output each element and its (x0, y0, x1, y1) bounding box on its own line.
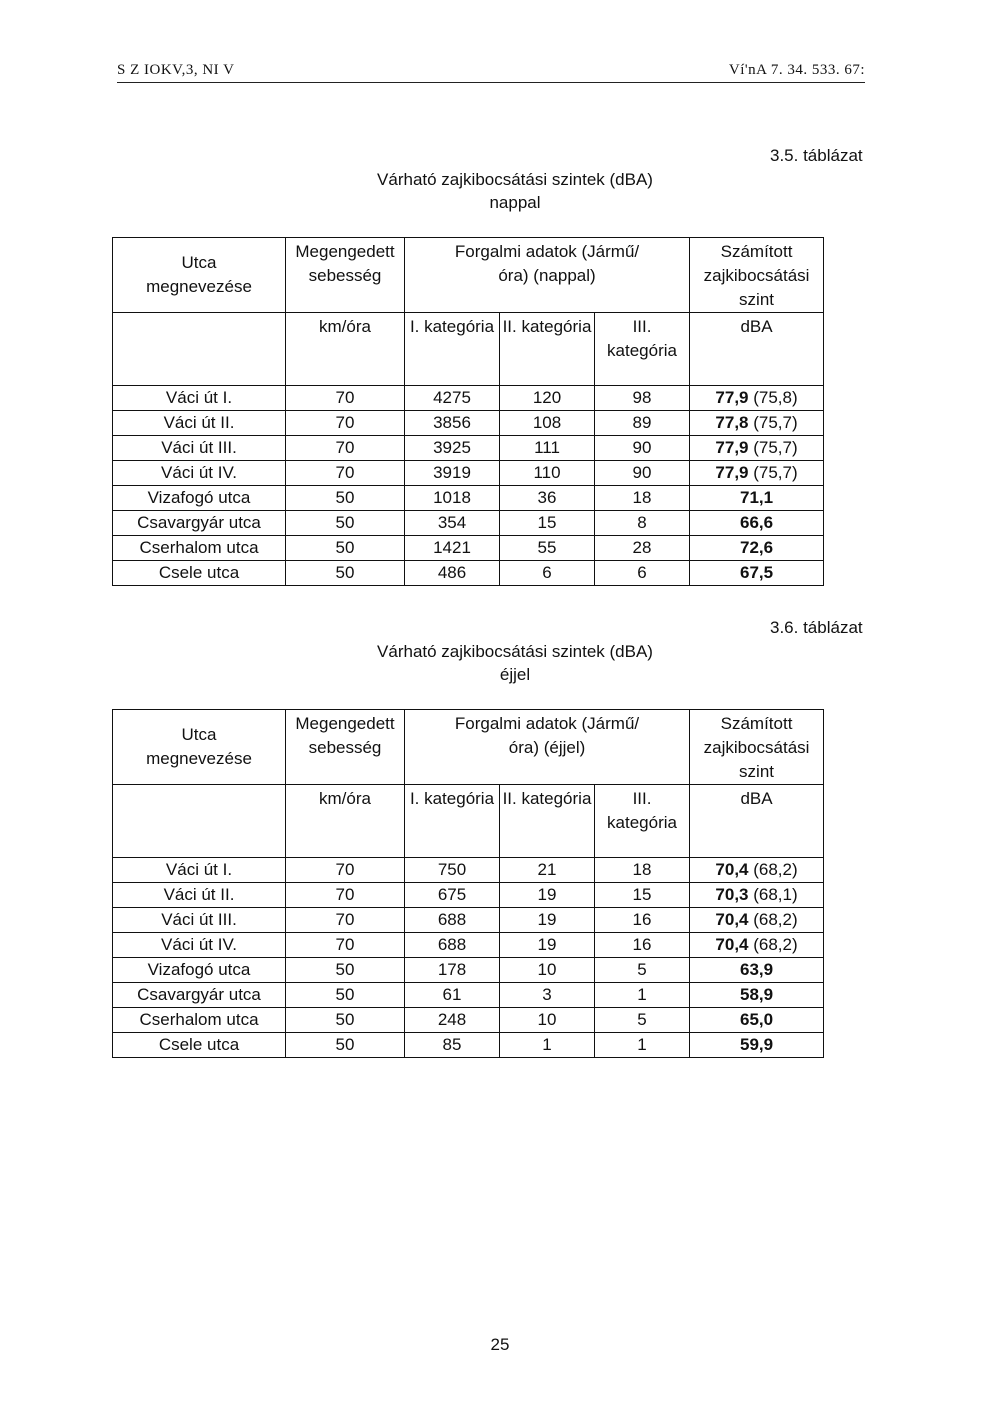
header-speed: Megengedett sebesség (286, 238, 405, 313)
table-row (113, 386, 824, 411)
header-street: Utca megnevezése (113, 710, 286, 785)
header-cat2: II. kategória (500, 785, 595, 858)
page-number: 25 (490, 1335, 510, 1354)
level-paren: (75,7) (753, 438, 798, 457)
cat1-value: 3856 (405, 411, 500, 436)
cat2-value: 10 (500, 1008, 595, 1033)
street-name: Váci út IV. (113, 461, 286, 486)
table-title (340, 640, 690, 686)
level-value: 70,4 (715, 860, 749, 879)
cat1-value: 1018 (405, 486, 500, 511)
header-level: Számított zajkibocsátási szint (690, 238, 824, 313)
cat3-value: 98 (595, 386, 690, 411)
header-traffic: Forgalmi adatok (Jármű/óra) (nappal) (405, 238, 690, 313)
cat1-value: 3925 (405, 436, 500, 461)
level-value: 77,8 (715, 413, 749, 432)
street-name: Váci út I. (113, 386, 286, 411)
level-cell (690, 883, 824, 908)
street-name: Vizafogó utca (113, 486, 286, 511)
level-cell (690, 1008, 824, 1033)
speed-value: 70 (286, 883, 405, 908)
cat3-value: 5 (595, 958, 690, 983)
cat1-value: 486 (405, 561, 500, 586)
table-label: 3.6. táblázat (770, 618, 863, 637)
table-row (113, 486, 824, 511)
speed-value: 70 (286, 858, 405, 883)
cat2-value: 55 (500, 536, 595, 561)
header-empty (113, 785, 286, 858)
level-value: 71,1 (739, 488, 774, 507)
cat1-value: 354 (405, 511, 500, 536)
table-row (113, 461, 824, 486)
street-name: Cserhalom utca (113, 1008, 286, 1033)
table-title-line2: éjjel (499, 665, 531, 684)
cat2-value: 21 (500, 858, 595, 883)
speed-value: 70 (286, 461, 405, 486)
street-name: Csavargyár utca (113, 511, 286, 536)
cat2-value: 120 (500, 386, 595, 411)
cat2-value: 19 (500, 883, 595, 908)
speed-value: 50 (286, 511, 405, 536)
cat2-value: 10 (500, 958, 595, 983)
cat1-value: 248 (405, 1008, 500, 1033)
noise-table-night (112, 709, 824, 1058)
speed-value: 50 (286, 1033, 405, 1058)
street-name: Vizafogó utca (113, 958, 286, 983)
cat3-value: 6 (595, 561, 690, 586)
header-left-text: S Z IOKV,3, NI V (117, 62, 235, 78)
header-cat1: I. kategória (405, 313, 500, 386)
cat2-value: 19 (500, 933, 595, 958)
level-paren: (75,7) (753, 463, 798, 482)
cat2-value: 36 (500, 486, 595, 511)
cat3-value: 90 (595, 461, 690, 486)
level-cell (690, 983, 824, 1008)
level-paren: (68,2) (753, 935, 798, 954)
cat2-value: 1 (500, 1033, 595, 1058)
cat3-value: 90 (595, 436, 690, 461)
header-cat3: III. kategória (595, 785, 690, 858)
cat3-value: 15 (595, 883, 690, 908)
level-cell (690, 536, 824, 561)
level-value: 70,4 (715, 935, 749, 954)
table-row (113, 561, 824, 586)
speed-value: 50 (286, 536, 405, 561)
header-right-text: Ví'nA 7. 34. 533. 67: (728, 62, 865, 78)
cat1-value: 1421 (405, 536, 500, 561)
header-speed-unit: km/óra (286, 785, 405, 858)
level-paren: (68,2) (753, 860, 798, 879)
page-header (117, 62, 865, 83)
level-value: 77,9 (715, 463, 749, 482)
speed-value: 50 (286, 1008, 405, 1033)
level-cell (690, 411, 824, 436)
table-title-line1: Várható zajkibocsátási szintek (dBA) (377, 170, 653, 189)
street-name: Váci út I. (113, 858, 286, 883)
cat2-value: 110 (500, 461, 595, 486)
header-level: Számított zajkibocsátási szint (690, 710, 824, 785)
table-row (113, 411, 824, 436)
table-row (113, 908, 824, 933)
street-name: Váci út II. (113, 411, 286, 436)
level-cell (690, 436, 824, 461)
table-row (113, 983, 824, 1008)
street-name: Váci út III. (113, 436, 286, 461)
level-paren: (68,1) (753, 885, 798, 904)
street-name: Váci út IV. (113, 933, 286, 958)
cat3-value: 16 (595, 908, 690, 933)
header-cat3: III. kategória (595, 313, 690, 386)
table-title-line2: nappal (489, 193, 541, 212)
level-paren: (75,8) (753, 388, 798, 407)
level-value: 65,0 (739, 1010, 774, 1029)
level-value: 67,5 (739, 563, 774, 582)
cat3-value: 5 (595, 1008, 690, 1033)
street-name: Váci út III. (113, 908, 286, 933)
table-row (113, 1033, 824, 1058)
cat1-value: 178 (405, 958, 500, 983)
level-value: 70,3 (715, 885, 749, 904)
table-label: 3.5. táblázat (770, 146, 863, 165)
cat3-value: 16 (595, 933, 690, 958)
speed-value: 50 (286, 561, 405, 586)
cat2-value: 6 (500, 561, 595, 586)
cat1-value: 61 (405, 983, 500, 1008)
level-cell (690, 461, 824, 486)
table-row (113, 933, 824, 958)
cat1-value: 750 (405, 858, 500, 883)
level-value: 59,9 (739, 1035, 774, 1054)
table-title-line1: Várható zajkibocsátási szintek (dBA) (377, 642, 653, 661)
level-paren: (75,7) (753, 413, 798, 432)
cat3-value: 8 (595, 511, 690, 536)
level-cell (690, 486, 824, 511)
speed-value: 70 (286, 411, 405, 436)
level-value: 70,4 (715, 910, 749, 929)
header-speed-unit: km/óra (286, 313, 405, 386)
level-cell (690, 1033, 824, 1058)
table-row (113, 858, 824, 883)
speed-value: 50 (286, 958, 405, 983)
level-cell (690, 561, 824, 586)
level-cell (690, 933, 824, 958)
level-cell (690, 386, 824, 411)
table-row (113, 536, 824, 561)
level-cell (690, 908, 824, 933)
table-row (113, 883, 824, 908)
level-value: 77,9 (715, 438, 749, 457)
street-name: Cserhalom utca (113, 536, 286, 561)
header-cat1: I. kategória (405, 785, 500, 858)
level-value: 58,9 (739, 985, 774, 1004)
street-name: Csele utca (113, 1033, 286, 1058)
cat1-value: 4275 (405, 386, 500, 411)
cat1-value: 85 (405, 1033, 500, 1058)
cat3-value: 1 (595, 983, 690, 1008)
cat1-value: 675 (405, 883, 500, 908)
cat3-value: 28 (595, 536, 690, 561)
table-row (113, 436, 824, 461)
header-speed: Megengedett sebesség (286, 710, 405, 785)
cat2-value: 15 (500, 511, 595, 536)
cat1-value: 688 (405, 933, 500, 958)
speed-value: 50 (286, 486, 405, 511)
cat3-value: 18 (595, 858, 690, 883)
cat3-value: 1 (595, 1033, 690, 1058)
cat3-value: 18 (595, 486, 690, 511)
header-street: Utca megnevezése (113, 238, 286, 313)
level-cell (690, 511, 824, 536)
header-traffic: Forgalmi adatok (Jármű/óra) (éjjel) (405, 710, 690, 785)
cat2-value: 111 (500, 436, 595, 461)
level-paren: (68,2) (753, 910, 798, 929)
cat2-value: 108 (500, 411, 595, 436)
cat1-value: 688 (405, 908, 500, 933)
table-title (340, 168, 690, 214)
header-level-unit: dBA (690, 313, 824, 386)
cat1-value: 3919 (405, 461, 500, 486)
speed-value: 70 (286, 908, 405, 933)
street-name: Csavargyár utca (113, 983, 286, 1008)
speed-value: 70 (286, 386, 405, 411)
level-value: 77,9 (715, 388, 749, 407)
speed-value: 70 (286, 436, 405, 461)
level-value: 72,6 (739, 538, 774, 557)
level-cell (690, 858, 824, 883)
cat2-value: 3 (500, 983, 595, 1008)
level-value: 63,9 (739, 960, 774, 979)
table-row (113, 958, 824, 983)
speed-value: 50 (286, 983, 405, 1008)
header-level-unit: dBA (690, 785, 824, 858)
street-name: Csele utca (113, 561, 286, 586)
level-cell (690, 958, 824, 983)
header-cat2: II. kategória (500, 313, 595, 386)
speed-value: 70 (286, 933, 405, 958)
cat3-value: 89 (595, 411, 690, 436)
table-row (113, 1008, 824, 1033)
cat2-value: 19 (500, 908, 595, 933)
header-empty (113, 313, 286, 386)
table-row (113, 511, 824, 536)
street-name: Váci út II. (113, 883, 286, 908)
level-value: 66,6 (739, 513, 774, 532)
noise-table-day (112, 237, 824, 586)
